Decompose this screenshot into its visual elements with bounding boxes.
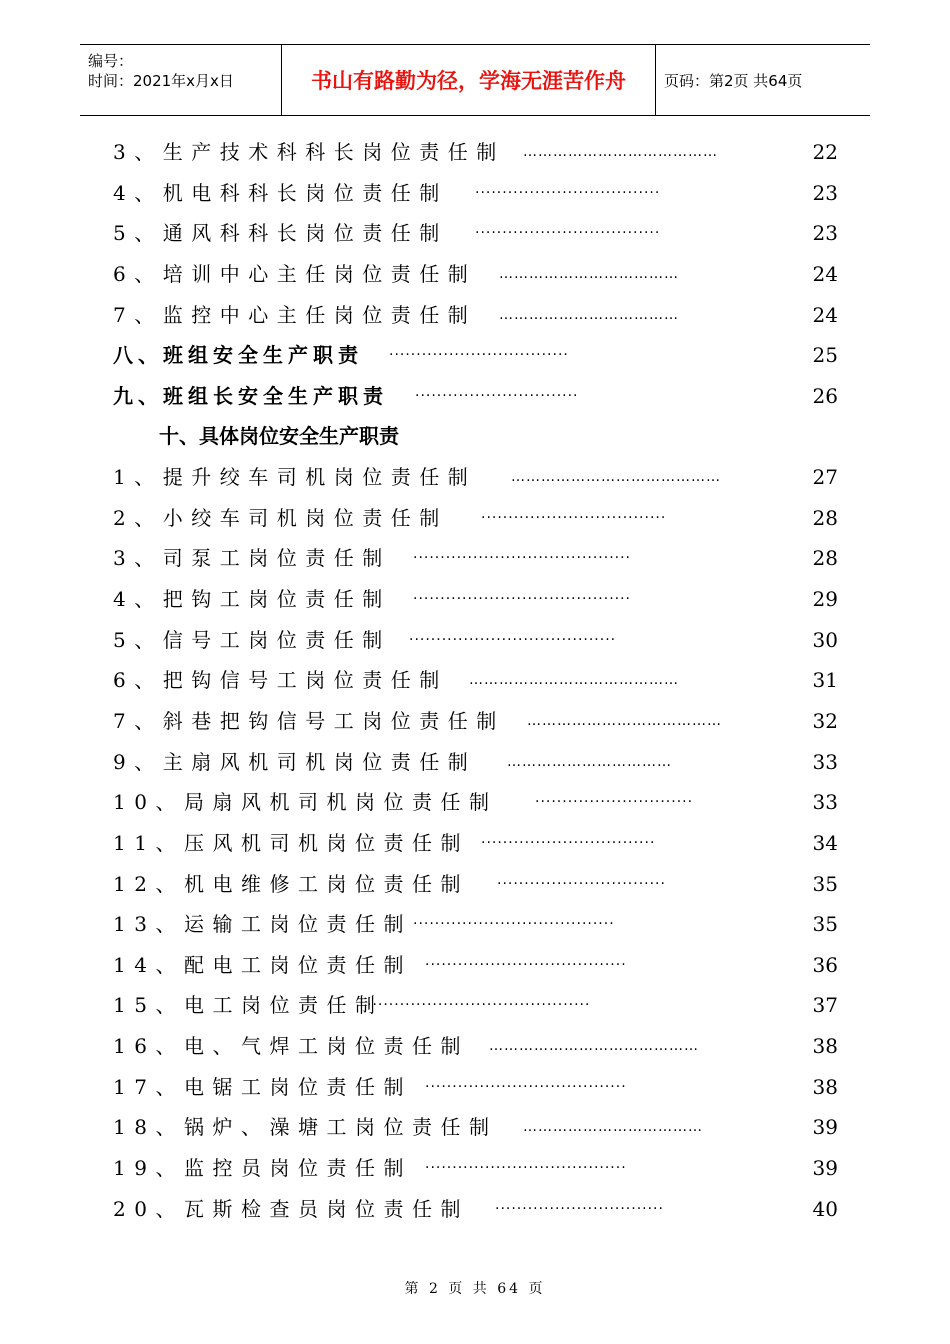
toc-leader: ……………………………… [499,306,679,323]
toc-leader: ································ [481,834,656,851]
toc-entry-page: 35 [812,871,838,896]
toc-leader: ······································ [409,631,617,648]
toc-entry-title: 2、小绞车司机岗位责任制 [113,505,448,530]
toc-leader: …………………………… [507,753,672,770]
toc-entry-title: 16、电、气焊工岗位责任制 [113,1034,469,1059]
toc-section-title: 十、具体岗位安全生产职责 [159,424,399,449]
toc-leader: ·································· [475,184,661,201]
toc-entry-page: 40 [812,1196,838,1221]
toc-leader: ……………………………… [499,265,679,282]
toc-entry-page: 37 [812,993,838,1018]
toc-leader: ········································ [413,591,632,608]
header-meta [80,45,282,115]
toc-leader: ········································ [413,550,632,567]
toc-leader: ····································· [413,916,615,933]
toc-entry[interactable] [113,782,838,823]
toc-entry-title: 3、司泵工岗位责任制 [113,546,391,571]
toc-leader: ································· [389,347,569,364]
toc-entry-page: 25 [812,343,838,368]
toc-entry-page: 30 [812,627,838,652]
toc-entry-page: 29 [812,587,838,612]
toc-entry-page: 33 [812,749,838,774]
toc-leader: ………………………………… [527,712,722,729]
page-footer: 第 2 页 共 64 页 [404,1281,546,1297]
toc-entry-title: 4、把钩工岗位责任制 [113,587,391,612]
toc-entry-page: 23 [812,180,838,205]
toc-entry-page: 22 [812,140,838,164]
toc-leader: …………………………………… [511,469,721,486]
toc-entry-title: 九、班组长安全生产职责 [113,383,388,408]
code-label: 编号： [88,52,134,70]
toc-entry-title: 17、电锯工岗位责任制 [113,1074,412,1099]
header-slogan: 书山有路勤为径，学海无涯苦作舟 [282,45,656,115]
toc-entry[interactable] [113,985,838,1026]
toc-leader: ……………………………… [523,1119,703,1136]
toc-entry-title: 7、斜巷把钩信号工岗位责任制 [113,708,505,733]
toc-entry[interactable] [113,660,838,701]
toc-entry-title: 3、生产技术科科长岗位责任制 [113,140,505,164]
toc-entry-page: 39 [812,1156,838,1181]
toc-entry-title: 13、运输工岗位责任制 [113,912,412,937]
toc-leader: ····································· [425,1078,627,1095]
toc-entry[interactable] [113,538,838,579]
toc-entry-title: 14、配电工岗位责任制 [113,952,412,977]
toc-entry-title: 9、主扇风机司机岗位责任制 [113,749,477,774]
toc-entry-title: 八、班组安全生产职责 [113,343,363,368]
toc-entry-title: 15、电工岗位责任制 [113,993,384,1018]
toc-entry[interactable] [113,335,838,376]
toc-leader: …………………………………… [489,1038,699,1055]
toc-entry-page: 36 [812,952,838,977]
toc-leader: ·································· [481,509,667,526]
time-label: 时间：2021年x月x日 [88,72,234,90]
toc-entry-page: 24 [812,302,838,327]
toc-entry[interactable] [113,132,838,173]
toc-entry-title: 1、提升绞车司机岗位责任制 [113,465,477,490]
toc-entry-title: 4、机电科科长岗位责任制 [113,180,448,205]
toc-entry-page: 27 [812,465,838,490]
toc-entry[interactable] [113,1026,838,1067]
toc-entry[interactable] [113,701,838,742]
toc-leader: ······························· [497,875,666,892]
toc-entry-page: 35 [812,912,838,937]
toc-entry-title: 11、压风机司机岗位责任制 [113,830,469,855]
toc-leader: ·································· [475,225,661,242]
toc-entry-page: 32 [812,708,838,733]
toc-entry-title: 5、信号工岗位责任制 [113,627,391,652]
toc-entry-page: 38 [812,1074,838,1099]
toc-entry[interactable] [113,457,838,498]
toc-entry[interactable] [113,376,838,417]
toc-entry-title: 6、培训中心主任岗位责任制 [113,261,477,286]
toc-leader: ………………………………… [523,144,718,160]
toc-leader: …………………………………… [469,672,679,689]
toc-entry-page: 28 [812,546,838,571]
toc-entry[interactable] [113,620,838,661]
toc-entry-page: 31 [812,668,838,693]
toc-entry[interactable] [113,1189,838,1230]
toc-leader: ····························· [535,794,694,811]
toc-entry-title: 6、把钩信号工岗位责任制 [113,668,448,693]
toc-entry-page: 38 [812,1034,838,1059]
toc-leader: ······························ [415,387,579,404]
toc-entry[interactable] [113,742,838,783]
toc-entry-page: 28 [812,505,838,530]
toc-entry-page: 39 [812,1115,838,1140]
toc-entry[interactable] [113,1067,838,1108]
toc-entry[interactable] [113,945,838,986]
header-page-info: 页码：第2页 共64页 [664,71,803,90]
toc-entry[interactable] [113,579,838,620]
toc-entry-page: 24 [812,261,838,286]
toc-entry-title: 10、局扇风机司机岗位责任制 [113,790,498,815]
toc-leader: ······························· [495,1200,664,1217]
page-header [80,44,870,116]
toc-entry[interactable] [113,1107,838,1148]
toc-entry-title: 20、瓦斯检查员岗位责任制 [113,1196,469,1221]
table-of-contents [113,132,838,1229]
toc-entry-page: 33 [812,790,838,815]
toc-entry-title: 18、锅炉、澡塘工岗位责任制 [113,1115,498,1140]
toc-entry[interactable] [113,254,838,295]
toc-entry-page: 34 [812,830,838,855]
toc-entry-page: 26 [812,383,838,408]
toc-entry-title: 19、监控员岗位责任制 [113,1156,412,1181]
toc-section-heading[interactable] [113,416,838,457]
toc-entry-page: 23 [812,221,838,246]
toc-leader: ····································· [425,1160,627,1177]
toc-entry[interactable] [113,173,838,214]
toc-entry[interactable] [113,295,838,336]
toc-entry[interactable] [113,213,838,254]
toc-entry[interactable] [113,498,838,539]
toc-leader: ········································· [367,997,591,1014]
toc-entry-title: 12、机电维修工岗位责任制 [113,871,469,896]
toc-entry-title: 5、通风科科长岗位责任制 [113,221,448,246]
toc-entry[interactable] [113,904,838,945]
toc-entry[interactable] [113,1148,838,1189]
toc-entry-title: 7、监控中心主任岗位责任制 [113,302,477,327]
toc-leader: ····································· [425,956,627,973]
toc-entry[interactable] [113,864,838,905]
toc-entry[interactable] [113,823,838,864]
